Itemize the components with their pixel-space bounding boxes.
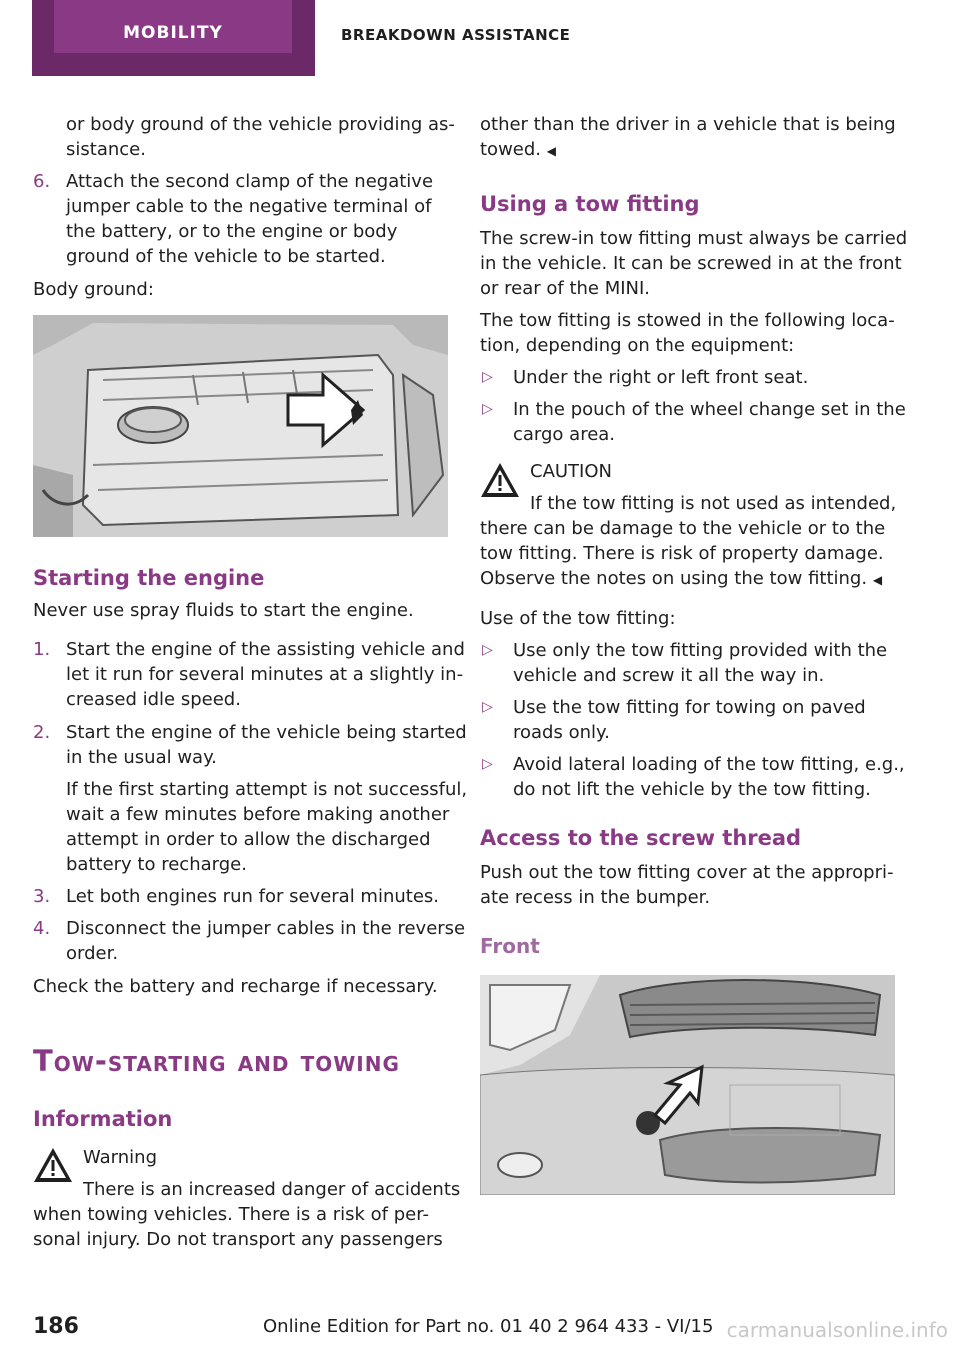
bullet-triangle-icon: ▷ <box>482 369 493 385</box>
step-number: 4. <box>33 918 51 939</box>
caution-label: CAUTION <box>530 461 612 482</box>
step-line: attempt in order to allow the discharged <box>66 829 431 850</box>
body-ground-label: Body ground: <box>33 279 154 300</box>
bullet-line: Use only the tow fitting provided with the <box>513 640 888 661</box>
use-of-tow-fitting-label: Use of the tow fitting: <box>480 608 676 629</box>
step-number: 3. <box>33 886 51 907</box>
continuation-text: towed. <box>480 139 542 160</box>
step-line: wait a few minutes before making another <box>66 804 450 825</box>
caution-line: there can be damage to the vehicle or to the <box>480 518 886 539</box>
step-line: creased idle speed. <box>66 689 241 710</box>
bullet-line: vehicle and screw it all the way in. <box>513 665 825 686</box>
section-title-tow-starting: Tow-starting and towing <box>33 1044 400 1078</box>
warning-line: There is an increased danger of accidents <box>83 1179 461 1200</box>
paragraph-line: in the vehicle. It can be screwed in at the front <box>480 253 902 274</box>
caution-line: tow fitting. There is risk of property damage. <box>480 543 884 564</box>
step-line: in the usual way. <box>66 747 217 768</box>
heading-front: Front <box>480 934 540 958</box>
footer-edition: Online Edition for Part no. 01 40 2 964 433 - VI/15 <box>263 1316 714 1337</box>
page-number: 186 <box>33 1314 79 1339</box>
continuation-line: sistance. <box>66 139 146 160</box>
bullet-line: Use the tow fitting for towing on paved <box>513 697 866 718</box>
continuation-line: or body ground of the vehicle providing as- <box>66 114 455 135</box>
end-mark: ◀ <box>872 573 883 587</box>
caution-line <box>480 566 882 593</box>
access-line: Push out the tow fitting cover at the appropri- <box>480 862 894 883</box>
warning-label: Warning <box>83 1147 158 1168</box>
paragraph-line: tion, depending on the equipment: <box>480 335 795 356</box>
header-section-title: BREAKDOWN ASSISTANCE <box>341 26 571 44</box>
step-line: ground of the vehicle to be started. <box>66 246 386 267</box>
warning-line: when towing vehicles. There is a risk of per- <box>33 1204 429 1225</box>
paragraph-line: or rear of the MINI. <box>480 278 651 299</box>
access-line: ate recess in the bumper. <box>480 887 711 908</box>
paragraph-line: The screw-in tow fitting must always be carried <box>480 228 908 249</box>
step-number: 6. <box>33 171 51 192</box>
caution-line: If the tow fitting is not used as intended, <box>530 493 897 514</box>
step-number: 1. <box>33 639 51 660</box>
header-tab-mobility[interactable]: MOBILITY <box>54 0 292 53</box>
bullet-triangle-icon: ▷ <box>482 699 493 715</box>
step-line: Disconnect the jumper cables in the reverse <box>66 918 466 939</box>
warning-line: sonal injury. Do not transport any passengers <box>33 1229 443 1250</box>
heading-access-screw-thread: Access to the screw thread <box>480 826 802 850</box>
step-number: 2. <box>33 722 51 743</box>
step-line: order. <box>66 943 119 964</box>
continuation-line <box>480 137 556 164</box>
heading-starting-engine: Starting the engine <box>33 566 265 590</box>
caution-text: Observe the notes on using the tow fitting. <box>480 568 868 589</box>
step-line: Attach the second clamp of the negative <box>66 171 434 192</box>
bullet-line: roads only. <box>513 722 610 743</box>
bullet-line: do not lift the vehicle by the tow fitting. <box>513 779 871 800</box>
continuation-line: other than the driver in a vehicle that is being <box>480 114 896 135</box>
engine-body-ground-figure <box>33 315 448 537</box>
step-line: If the first starting attempt is not successful, <box>66 779 468 800</box>
front-bumper-figure <box>480 975 895 1195</box>
starting-intro: Never use spray fluids to start the engine. <box>33 600 414 621</box>
caution-triangle-icon <box>479 461 521 499</box>
warning-triangle-icon <box>32 1146 74 1184</box>
bullet-line: Avoid lateral loading of the tow fitting, e.g., <box>513 754 905 775</box>
bullet-triangle-icon: ▷ <box>482 642 493 658</box>
bullet-triangle-icon: ▷ <box>482 401 493 417</box>
step-line: Start the engine of the assisting vehicle and <box>66 639 465 660</box>
step-line: jumper cable to the negative terminal of <box>66 196 432 217</box>
paragraph-line: The tow fitting is stowed in the following loca- <box>480 310 895 331</box>
bullet-line: cargo area. <box>513 424 616 445</box>
step-line: let it run for several minutes at a slightly in- <box>66 664 464 685</box>
check-battery-text: Check the battery and recharge if necessary. <box>33 976 438 997</box>
watermark: carmanualsonline.info <box>726 1318 948 1342</box>
heading-using-tow-fitting: Using a tow fitting <box>480 192 700 216</box>
heading-information: Information <box>33 1107 173 1131</box>
step-line: Start the engine of the vehicle being started <box>66 722 467 743</box>
step-line: battery to recharge. <box>66 854 247 875</box>
bullet-line: Under the right or left front seat. <box>513 367 809 388</box>
bullet-triangle-icon: ▷ <box>482 756 493 772</box>
end-mark: ◀ <box>546 144 556 158</box>
step-line: the battery, or to the engine or body <box>66 221 398 242</box>
step-line: Let both engines run for several minutes. <box>66 886 440 907</box>
bullet-line: In the pouch of the wheel change set in the <box>513 399 906 420</box>
